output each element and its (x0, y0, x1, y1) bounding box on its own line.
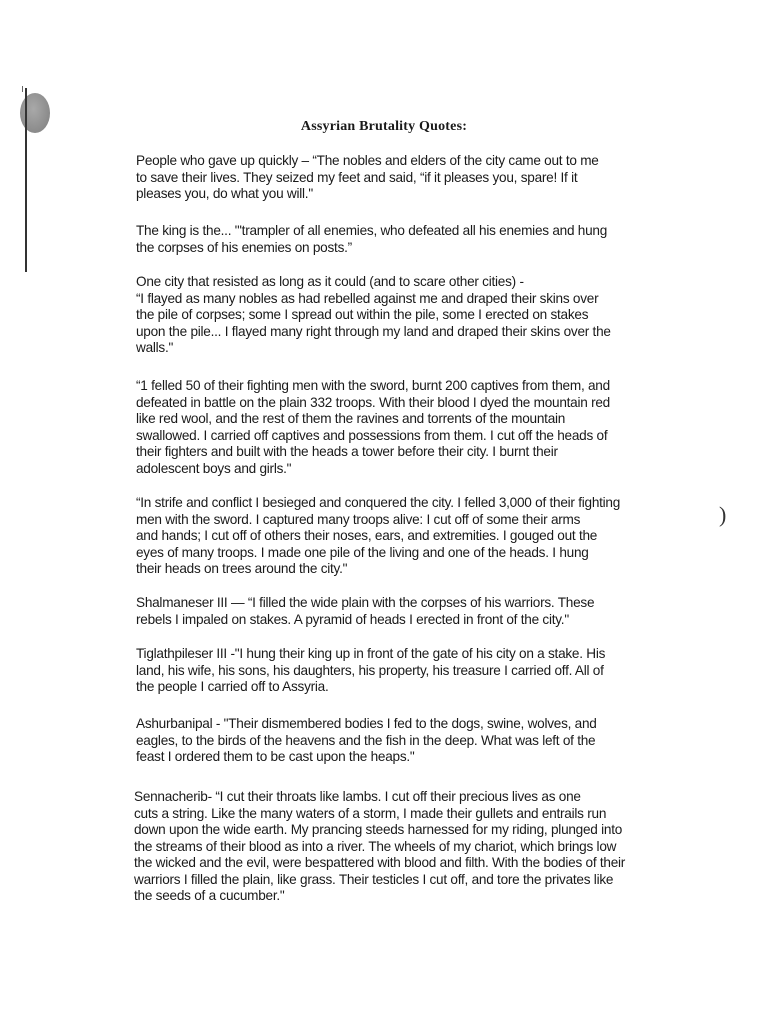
quote-paragraph-1 (136, 153, 668, 203)
text-line: the people I carried off to Assyria. (136, 679, 329, 694)
text-line: the corpses of his enemies on posts.” (136, 239, 352, 255)
quote-paragraph-5 (136, 495, 668, 578)
text-line: men with the sword. I captured many troops alive: I cut off of some their arms (136, 511, 581, 527)
text-line: One city that resisted as long as it could (and to scare other cities) - (136, 274, 524, 289)
text-line: “1 felled 50 of their fighting men with the sword, burnt 200 captives from them, and (136, 378, 610, 393)
text-line: Sennacherib- “I cut their throats like lambs. I cut off their precious lives as one (134, 789, 581, 804)
text-line: their heads on trees around the city." (136, 561, 348, 576)
text-line: the pile of corpses; some I spread out within the pile, some I erected on stakes (136, 307, 589, 322)
quote-paragraph-tiglathpileser (136, 646, 668, 696)
text-line: cuts a string. Like the many waters of a storm, I made their gullets and entrails run (134, 805, 607, 821)
text-line: Shalmaneser III — “I filled the wide plain with the corpses of his warriors. These (136, 595, 595, 610)
text-line: their fighters and built with the heads a tower before their city. I burnt their (136, 444, 558, 459)
stray-parenthesis: ) (719, 502, 727, 527)
text-line: down upon the wide earth. My prancing steeds harnessed for my riding, plunged into (134, 822, 623, 837)
quote-paragraph-4 (136, 378, 668, 477)
text-line: land, his wife, his sons, his daughters, his property, his treasure I carried off. All of (136, 662, 604, 678)
quote-paragraph-shalmaneser (136, 595, 668, 628)
text-line: Ashurbanipal - "Their dismembered bodies I fed to the dogs, swine, wolves, and (136, 716, 597, 731)
stray-tick-mark (22, 86, 23, 92)
quote-paragraph-2 (136, 223, 668, 256)
margin-line (25, 88, 27, 272)
text-line: and hands; I cut off of others their noses, ears, and extremities. I gouged out the (136, 528, 598, 543)
text-line: the streams of their blood as into a river. The wheels of my chariot, which brings low (134, 838, 617, 854)
quote-paragraph-ashurbanipal (136, 716, 668, 766)
text-line: eagles, to the birds of the heavens and the fish in the deep. What was left of the (136, 732, 596, 748)
text-line: “In strife and conflict I besieged and conquered the city. I felled 3,000 of their fighting (136, 495, 621, 510)
text-line: like red wool, and the rest of them the ravines and torrents of the mountain (136, 411, 566, 426)
text-line: walls." (136, 340, 174, 355)
text-line: warriors I filled the plain, like grass. Their testicles I cut off, and tore the privates like (134, 871, 614, 887)
text-line: The king is the... "'trampler of all enemies, who defeated all his enemies and hung (136, 223, 608, 238)
document-title: Assyrian Brutality Quotes: (300, 119, 468, 134)
text-line: pleases you, do what you will." (136, 186, 313, 201)
quote-paragraph-3 (136, 274, 668, 357)
text-line: rebels I impaled on stakes. A pyramid of heads I erected in front of the city." (136, 611, 569, 627)
text-line: the seeds of a cucumber." (134, 888, 285, 903)
text-line: defeated in battle on the plain 332 troops. With their blood I dyed the mountain red (136, 394, 610, 410)
text-line: upon the pile... I flayed many right through my land and draped their skins over the (136, 323, 611, 339)
quote-paragraph-sennacherib (134, 789, 666, 905)
text-line: swallowed. I carried off captives and possessions from them. I cut off the heads of (136, 427, 608, 443)
text-line: People who gave up quickly – “The nobles and elders of the city came out to me (136, 153, 599, 168)
text-line: eyes of many troops. I made one pile of the living and one of the heads. I hung (136, 544, 589, 560)
text-line: adolescent boys and girls." (136, 460, 292, 476)
text-line: Tiglathpileser III -"I hung their king up in front of the gate of his city on a stake. His (136, 646, 606, 661)
text-line: “I flayed as many nobles as had rebelled against me and draped their skins over (136, 290, 599, 306)
text-line: to save their lives. They seized my feet and said, “if it pleases you, spare! If it (136, 169, 578, 185)
text-line: the wicked and the evil, were bespattered with blood and filth. With the bodies of their (134, 855, 626, 870)
text-line: feast I ordered them to be cast upon the heaps." (136, 749, 415, 764)
